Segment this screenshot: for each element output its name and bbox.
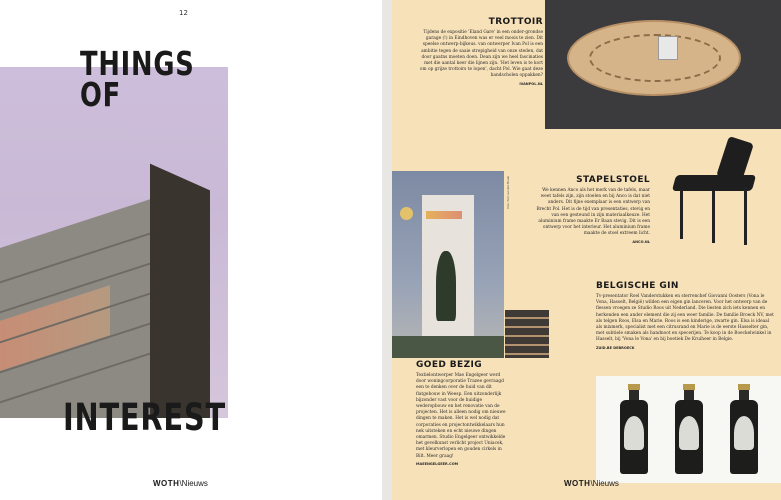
chair-photo bbox=[654, 133, 781, 253]
footer-brand: WOTH\Nieuws bbox=[153, 479, 208, 488]
tower-light bbox=[426, 211, 462, 219]
building-side bbox=[150, 164, 210, 418]
section-stapelstoel bbox=[532, 175, 650, 244]
footer-brand-name: WOTH bbox=[153, 479, 180, 488]
page-number: 12 bbox=[179, 9, 188, 17]
gin-bottle bbox=[673, 384, 705, 474]
ground bbox=[392, 336, 504, 358]
stapelstoel-heading: STAPELSTOEL bbox=[576, 175, 650, 185]
trottoir-heading: TROTTOIR bbox=[488, 17, 543, 27]
gin-body: Tv-presentator Roel Vanderstukken en sterrenchef Giovanni Oosters (Vona le Vona, Hasselt, België) wilden een eigen gin lanceren. Voor het ontwerp van de flessen vroegen ze Studio Roos uit Nederland. Die liesten zich iets kennen en herkenden een ander element die zij een weer familie. De familie Broeck NV, met als telgen Roos, Elsa en Marie. Roos is een kinderige, zwarte gin. Elsa is ideaal als mixmerk, specialist met een citrusrand en Marie is de eerste Hasselter gin, met subtiele smaken als handnoot en specerijen. Te koop in de Boeckelwinkel in Hasselt, bij 'Vona le Vona' en bij boetiek De Kruiheer in Belgie. bbox=[596, 294, 774, 343]
footer-section: Nieuws bbox=[181, 479, 208, 488]
goed-bezig-heading: GOED BEZIG bbox=[416, 360, 483, 370]
rug-object bbox=[658, 36, 678, 60]
photo-credit: foto: Tom van den Broek bbox=[506, 176, 510, 209]
sun bbox=[400, 207, 413, 220]
tower-photo bbox=[392, 171, 504, 358]
gin-bottles-photo bbox=[596, 376, 781, 483]
stapelstoel-credit: ANCO.NL bbox=[632, 239, 650, 244]
footer-brand: WOTH\Nieuws bbox=[564, 479, 619, 488]
gin-bottle bbox=[728, 384, 760, 474]
gin-bottle bbox=[618, 384, 650, 474]
goed-bezig-credit: MAEENGELGEER.COM bbox=[416, 461, 459, 466]
page-title-bottom: INTEREST bbox=[63, 396, 226, 439]
section-trottoir bbox=[418, 17, 543, 86]
footer-brand-name: WOTH bbox=[564, 479, 591, 488]
section-goed-bezig bbox=[416, 360, 506, 466]
trottoir-body: Tijdens de expositie 'Eland Gare' in een onder-grondse garage (!) in Eindhoven was er veel moois te zien. Dit speelse ontwerp-bijkeus. van ontwerper Ivan Pol is een ambitie tegen de saaie strepigheid van onze steden, dat door gaatns moeten doen. Dean zijn we heel fascinaties met die aantal keer die lijnen zijn. 'Het leven is te kort om op grijze trottoirs te lopen', dacht Pol. Wie gaat deze handscholen oppakken? bbox=[419, 30, 543, 79]
footer-section: Nieuws bbox=[592, 479, 619, 488]
right-page bbox=[392, 0, 781, 500]
goed-bezig-body: Textielontwerper Mae Engelgeer werd door woningcorporatie Trazee gevraagd een te denken over de huid van dit flatgebouw in Weesp. Een uitzonderlijk bijzonder vast voor de huidige wederopbouw en het renovatie van de projecten. Het is alleen nodig om nieuwe dingen te maken. Het is wel nodig dat corporaties en projectontwikkelaars hun nek uitsteken en echt nieuwe dingen omarmen. Studio Engelgeer ontwikkelde het gevelkunst verlicht project Uniacek, met kleurverlopen en gouden cirkels in Bilt. Meer graag! bbox=[416, 373, 506, 459]
page-title-top: THINGS OF bbox=[80, 44, 195, 114]
tree bbox=[436, 251, 456, 321]
section-belgische-gin bbox=[596, 281, 776, 350]
trottoir-credit: IVANPOL.NL bbox=[519, 81, 543, 86]
building-photo bbox=[0, 67, 228, 418]
gin-credit: ZUID.BE DEBROECK bbox=[596, 345, 635, 350]
gin-heading: BELGISCHE GIN bbox=[596, 281, 679, 291]
facade-detail-photo bbox=[505, 310, 549, 358]
left-page bbox=[0, 0, 382, 500]
stapelstoel-body: We kennen Anco als het merk van de tafels, maar weet tafels zijn, zijn stoelen en bij Anco is dat niet anders. Dit fijne exemplaar is een ontwerp van Brecht Pol. Het is de tijd van presentaties, stevig en van een gesteund in zijn materiaalkeuze. Het aluminium frame maakte Er Baan stevig. Dit is een ontwerp voor het interieur. Het aluminium frame maakte de stoel extreem licht. bbox=[536, 188, 650, 237]
trottoir-photo bbox=[545, 0, 781, 129]
rug-shape bbox=[567, 20, 741, 96]
